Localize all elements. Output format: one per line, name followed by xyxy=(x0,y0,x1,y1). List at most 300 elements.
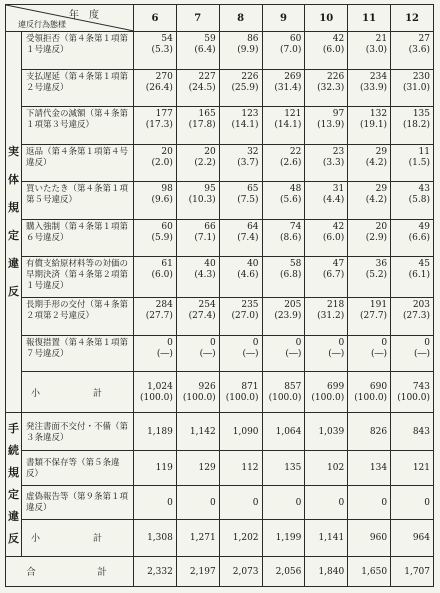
value-cell xyxy=(219,219,262,256)
value-cell xyxy=(391,219,434,256)
count-value: 0 xyxy=(305,485,348,519)
count-value: 36 xyxy=(375,258,388,269)
value-cell xyxy=(176,219,219,256)
percent-value: (25.9) xyxy=(231,82,259,93)
percent-value: (―) xyxy=(371,348,388,359)
value-cell xyxy=(305,219,348,256)
percent-value: (19.1) xyxy=(360,120,388,131)
percent-value: (27.4) xyxy=(188,311,216,322)
value-cell xyxy=(262,69,305,106)
count-value: 843 xyxy=(391,412,434,450)
group-char: 違 xyxy=(8,510,19,524)
count-value: 61 xyxy=(161,258,173,269)
value-cell xyxy=(348,372,391,412)
percent-value: (1.5) xyxy=(408,157,430,168)
count-value: 0 xyxy=(262,485,305,519)
percent-value: (10.3) xyxy=(188,195,216,206)
table-row xyxy=(6,219,434,256)
count-value: 699 xyxy=(327,382,345,393)
table-row xyxy=(6,144,434,181)
percent-value: (5.6) xyxy=(280,195,302,206)
value-cell xyxy=(391,69,434,106)
percent-value: (17.8) xyxy=(188,120,216,131)
group-char: 実 xyxy=(8,145,19,159)
value-cell xyxy=(391,256,434,297)
count-value: 23 xyxy=(332,146,345,157)
count-value: 2,332 xyxy=(134,556,177,587)
count-value: 1,142 xyxy=(176,412,219,450)
count-value: 64 xyxy=(247,221,259,232)
value-cell xyxy=(219,298,262,335)
violation-label: 書類不保存等（第５条違反） xyxy=(22,451,134,485)
percent-value: (7.1) xyxy=(194,232,216,243)
value-cell xyxy=(219,69,262,106)
count-value: 121 xyxy=(391,451,434,485)
count-value: 1,141 xyxy=(305,520,348,556)
count-value: 32 xyxy=(247,146,259,157)
count-value: 40 xyxy=(204,258,216,269)
count-value: 0 xyxy=(176,485,219,519)
group-char: 定 xyxy=(8,488,19,502)
count-value: 27 xyxy=(418,34,430,45)
group-char: 反 xyxy=(8,285,19,299)
year-header-label: 年 度 xyxy=(69,10,99,21)
violation-label: 買いたたき（第４条第１項第５号違反） xyxy=(22,182,134,219)
value-cell xyxy=(305,372,348,412)
percent-value: (31.2) xyxy=(317,311,345,322)
count-value: 1,024 xyxy=(147,382,173,393)
value-cell xyxy=(391,182,434,219)
violation-label: 返品（第４条第１項第４号違反） xyxy=(22,144,134,181)
count-value: 60 xyxy=(161,221,173,232)
percent-value: (4.6) xyxy=(237,269,259,280)
table-row xyxy=(6,298,434,335)
value-cell xyxy=(176,32,219,69)
value-cell xyxy=(391,298,434,335)
percent-value: (―) xyxy=(199,348,216,359)
percent-value: (31.4) xyxy=(274,82,302,93)
value-cell xyxy=(262,372,305,412)
count-value: 234 xyxy=(369,71,388,82)
percent-value: (5.2) xyxy=(365,269,388,280)
percent-value: (100.0) xyxy=(268,393,302,404)
percent-value: (9.6) xyxy=(151,195,173,206)
count-value: 22 xyxy=(289,146,302,157)
value-cell xyxy=(391,372,434,412)
percent-value: (100.0) xyxy=(182,393,216,404)
count-value: 58 xyxy=(289,258,302,269)
value-cell xyxy=(348,219,391,256)
table-row xyxy=(6,182,434,219)
subtotal-row-procedural xyxy=(6,520,434,556)
count-value: 857 xyxy=(284,382,302,393)
percent-value: (14.1) xyxy=(231,120,259,131)
count-value: 0 xyxy=(348,485,391,519)
count-value: 48 xyxy=(289,184,302,195)
value-cell xyxy=(262,144,305,181)
value-cell xyxy=(348,32,391,69)
count-value: 29 xyxy=(375,184,388,195)
value-cell xyxy=(348,69,391,106)
percent-value: (100.0) xyxy=(140,393,173,404)
count-value: 112 xyxy=(219,451,262,485)
percent-value: (5.8) xyxy=(408,195,430,206)
value-cell xyxy=(391,32,434,69)
percent-value: (5.9) xyxy=(151,232,173,243)
percent-value: (32.3) xyxy=(317,82,345,93)
count-value: 0 xyxy=(134,485,177,519)
group-char: 規 xyxy=(8,466,19,480)
count-value: 42 xyxy=(332,34,345,45)
value-cell xyxy=(348,335,391,371)
value-cell xyxy=(391,335,434,371)
percent-value: (4.2) xyxy=(365,195,388,206)
count-value: 0 xyxy=(219,485,262,519)
count-value: 29 xyxy=(375,146,388,157)
header-row xyxy=(6,5,434,32)
year-col-header: 11 xyxy=(348,5,391,32)
count-value: 31 xyxy=(332,184,345,195)
value-cell xyxy=(305,256,348,297)
count-value: 191 xyxy=(369,300,388,311)
count-value: 284 xyxy=(155,300,173,311)
count-value: 230 xyxy=(412,71,430,82)
subtotal-row-substantive xyxy=(6,372,434,412)
violation-label: 発注書面不交付・不備（第３条違反） xyxy=(22,412,134,450)
count-value: 1,090 xyxy=(219,412,262,450)
violation-table xyxy=(5,4,434,587)
count-value: 960 xyxy=(348,520,391,556)
value-cell xyxy=(176,298,219,335)
value-cell xyxy=(176,335,219,371)
percent-value: (3.0) xyxy=(365,45,388,56)
count-value: 1,707 xyxy=(391,556,434,587)
percent-value: (27.7) xyxy=(360,311,388,322)
table-row xyxy=(6,335,434,371)
value-cell xyxy=(134,182,177,219)
percent-value: (100.0) xyxy=(354,393,388,404)
count-value: 123 xyxy=(241,109,259,120)
count-value: 132 xyxy=(369,109,388,120)
violation-label: 受領拒否（第４条第１項第１号違反） xyxy=(22,32,134,69)
total-label: 合 計 xyxy=(6,556,134,587)
group-char: 体 xyxy=(8,173,19,187)
percent-value: (27.7) xyxy=(145,311,173,322)
count-value: 47 xyxy=(332,258,345,269)
value-cell xyxy=(134,144,177,181)
percent-value: (6.4) xyxy=(194,45,216,56)
count-value: 0 xyxy=(391,485,434,519)
count-value: 11 xyxy=(418,146,430,157)
percent-value: (27.3) xyxy=(402,311,430,322)
value-cell xyxy=(134,298,177,335)
percent-value: (100.0) xyxy=(311,393,345,404)
percent-value: (3.7) xyxy=(237,157,259,168)
value-cell xyxy=(134,107,177,144)
count-value: 1,308 xyxy=(134,520,177,556)
percent-value: (33.9) xyxy=(360,82,388,93)
percent-value: (5.3) xyxy=(151,45,173,56)
percent-value: (13.9) xyxy=(317,120,345,131)
value-cell xyxy=(262,256,305,297)
count-value: 43 xyxy=(418,184,430,195)
value-cell xyxy=(305,144,348,181)
violation-label: 虚偽報告等（第９条第１項違反） xyxy=(22,485,134,519)
value-cell xyxy=(176,372,219,412)
percent-value: (7.4) xyxy=(237,232,259,243)
value-cell xyxy=(391,107,434,144)
percent-value: (6.7) xyxy=(322,269,345,280)
count-value: 871 xyxy=(241,382,259,393)
count-value: 86 xyxy=(247,34,259,45)
subtotal-label: 小 計 xyxy=(22,372,134,412)
count-value: 254 xyxy=(198,300,216,311)
value-cell xyxy=(134,32,177,69)
violation-table-wrap xyxy=(5,4,434,587)
count-value: 45 xyxy=(418,258,430,269)
year-col-header: 12 xyxy=(391,5,434,32)
subtotal-label: 小 計 xyxy=(22,520,134,556)
count-value: 165 xyxy=(198,109,216,120)
value-cell xyxy=(219,144,262,181)
percent-value: (6.0) xyxy=(322,45,345,56)
value-cell xyxy=(348,182,391,219)
table-row xyxy=(6,412,434,450)
count-value: 95 xyxy=(204,184,216,195)
count-value: 60 xyxy=(289,34,302,45)
value-cell xyxy=(176,107,219,144)
value-cell xyxy=(262,107,305,144)
year-col-header: 6 xyxy=(134,5,177,32)
year-col-header: 7 xyxy=(176,5,219,32)
count-value: 743 xyxy=(412,382,430,393)
count-value: 226 xyxy=(327,71,345,82)
violation-label: 有償支給原材料等の対価の早期決済（第４条第２項第１号違反） xyxy=(22,256,134,297)
percent-value: (27.0) xyxy=(231,311,259,322)
count-value: 20 xyxy=(375,221,388,232)
count-value: 177 xyxy=(155,109,173,120)
percent-value: (6.1) xyxy=(408,269,430,280)
count-value: 135 xyxy=(412,109,430,120)
count-value: 66 xyxy=(204,221,216,232)
table-row xyxy=(6,451,434,485)
table-row xyxy=(6,69,434,106)
value-cell xyxy=(219,335,262,371)
percent-value: (7.5) xyxy=(237,195,259,206)
count-value: 42 xyxy=(332,221,345,232)
value-cell xyxy=(262,32,305,69)
count-value: 226 xyxy=(241,71,259,82)
value-cell xyxy=(219,32,262,69)
count-value: 269 xyxy=(284,71,302,82)
count-value: 135 xyxy=(262,451,305,485)
percent-value: (26.4) xyxy=(145,82,173,93)
count-value: 49 xyxy=(418,221,430,232)
count-value: 1,650 xyxy=(348,556,391,587)
count-value: 964 xyxy=(391,520,434,556)
value-cell xyxy=(348,256,391,297)
value-cell xyxy=(134,256,177,297)
count-value: 826 xyxy=(348,412,391,450)
percent-value: (7.0) xyxy=(280,45,302,56)
percent-value: (100.0) xyxy=(225,393,259,404)
percent-value: (23.9) xyxy=(274,311,302,322)
total-row xyxy=(6,556,434,587)
value-cell xyxy=(348,107,391,144)
value-cell xyxy=(262,335,305,371)
group-char: 違 xyxy=(8,257,19,271)
table-row xyxy=(6,107,434,144)
count-value: 690 xyxy=(369,382,388,393)
count-value: 2,056 xyxy=(262,556,305,587)
percent-value: (6.0) xyxy=(322,232,345,243)
count-value: 0 xyxy=(338,337,345,348)
year-col-header: 8 xyxy=(219,5,262,32)
group-char: 規 xyxy=(8,201,19,215)
value-cell xyxy=(176,69,219,106)
count-value: 0 xyxy=(209,337,216,348)
value-cell xyxy=(262,219,305,256)
percent-value: (―) xyxy=(285,348,302,359)
violation-label: 下請代金の減額（第４条第１項第３号違反） xyxy=(22,107,134,144)
percent-value: (24.5) xyxy=(188,82,216,93)
value-cell xyxy=(134,69,177,106)
group-char: 反 xyxy=(8,532,19,546)
group-char: 定 xyxy=(8,229,19,243)
percent-value: (2.2) xyxy=(194,157,216,168)
count-value: 0 xyxy=(252,337,259,348)
count-value: 134 xyxy=(348,451,391,485)
count-value: 98 xyxy=(161,184,173,195)
count-value: 227 xyxy=(198,71,216,82)
year-col-header: 9 xyxy=(262,5,305,32)
count-value: 21 xyxy=(375,34,388,45)
count-value: 59 xyxy=(204,34,216,45)
percent-value: (31.0) xyxy=(402,82,430,93)
percent-value: (8.6) xyxy=(280,232,302,243)
value-cell xyxy=(134,335,177,371)
violation-label: 支払遅延（第４条第１項第２号違反） xyxy=(22,69,134,106)
count-value: 1,199 xyxy=(262,520,305,556)
percent-value: (17.3) xyxy=(145,120,173,131)
table-row xyxy=(6,32,434,69)
violation-label: 長期手形の交付（第４条第２項第２号違反） xyxy=(22,298,134,335)
count-value: 218 xyxy=(327,300,345,311)
count-value: 20 xyxy=(204,146,216,157)
percent-value: (―) xyxy=(156,348,173,359)
table-row xyxy=(6,256,434,297)
table-body xyxy=(6,5,434,587)
count-value: 205 xyxy=(284,300,302,311)
count-value: 0 xyxy=(295,337,302,348)
count-value: 1,840 xyxy=(305,556,348,587)
value-cell xyxy=(134,372,177,412)
header-diagonal-cell xyxy=(6,5,134,32)
violation-label: 購入強制（第４条第１項第６号違反） xyxy=(22,219,134,256)
value-cell xyxy=(176,144,219,181)
percent-value: (4.4) xyxy=(322,195,345,206)
count-value: 20 xyxy=(161,146,173,157)
value-cell xyxy=(219,182,262,219)
group-procedural xyxy=(6,412,22,556)
count-value: 97 xyxy=(332,109,345,120)
value-cell xyxy=(262,182,305,219)
count-value: 121 xyxy=(284,109,302,120)
group-substantive xyxy=(6,32,22,412)
percent-value: (100.0) xyxy=(397,393,430,404)
value-cell xyxy=(305,335,348,371)
value-cell xyxy=(134,219,177,256)
count-value: 2,197 xyxy=(176,556,219,587)
percent-value: (18.2) xyxy=(402,120,430,131)
count-value: 1,271 xyxy=(176,520,219,556)
percent-value: (―) xyxy=(328,348,345,359)
count-value: 119 xyxy=(134,451,177,485)
count-value: 203 xyxy=(412,300,430,311)
count-value: 1,039 xyxy=(305,412,348,450)
value-cell xyxy=(219,107,262,144)
value-cell xyxy=(348,144,391,181)
violation-type-header-label: 違反行為態様 xyxy=(18,20,66,30)
violation-label: 報復措置（第４条第１項第７号違反） xyxy=(22,335,134,371)
value-cell xyxy=(219,372,262,412)
value-cell xyxy=(176,182,219,219)
count-value: 65 xyxy=(247,184,259,195)
value-cell xyxy=(262,298,305,335)
value-cell xyxy=(348,298,391,335)
percent-value: (3.6) xyxy=(408,45,430,56)
group-char: 続 xyxy=(8,444,19,458)
value-cell xyxy=(391,144,434,181)
year-col-header: 10 xyxy=(305,5,348,32)
percent-value: (9.9) xyxy=(237,45,259,56)
table-row xyxy=(6,485,434,519)
value-cell xyxy=(176,256,219,297)
count-value: 1,064 xyxy=(262,412,305,450)
percent-value: (6.6) xyxy=(408,232,430,243)
count-value: 0 xyxy=(381,337,388,348)
percent-value: (4.3) xyxy=(194,269,216,280)
count-value: 270 xyxy=(155,71,173,82)
count-value: 40 xyxy=(247,258,259,269)
count-value: 0 xyxy=(424,337,430,348)
percent-value: (2.0) xyxy=(151,157,173,168)
percent-value: (―) xyxy=(242,348,259,359)
percent-value: (2.9) xyxy=(365,232,388,243)
percent-value: (3.3) xyxy=(322,157,345,168)
percent-value: (―) xyxy=(413,348,430,359)
percent-value: (14.1) xyxy=(274,120,302,131)
count-value: 2,073 xyxy=(219,556,262,587)
value-cell xyxy=(305,107,348,144)
count-value: 926 xyxy=(198,382,216,393)
count-value: 129 xyxy=(176,451,219,485)
value-cell xyxy=(305,32,348,69)
count-value: 54 xyxy=(161,34,173,45)
count-value: 1,189 xyxy=(134,412,177,450)
count-value: 1,202 xyxy=(219,520,262,556)
value-cell xyxy=(305,69,348,106)
count-value: 102 xyxy=(305,451,348,485)
count-value: 235 xyxy=(241,300,259,311)
value-cell xyxy=(305,182,348,219)
group-char: 手 xyxy=(8,422,19,436)
count-value: 0 xyxy=(167,337,173,348)
percent-value: (2.6) xyxy=(280,157,302,168)
percent-value: (6.8) xyxy=(280,269,302,280)
value-cell xyxy=(219,256,262,297)
percent-value: (6.0) xyxy=(151,269,173,280)
